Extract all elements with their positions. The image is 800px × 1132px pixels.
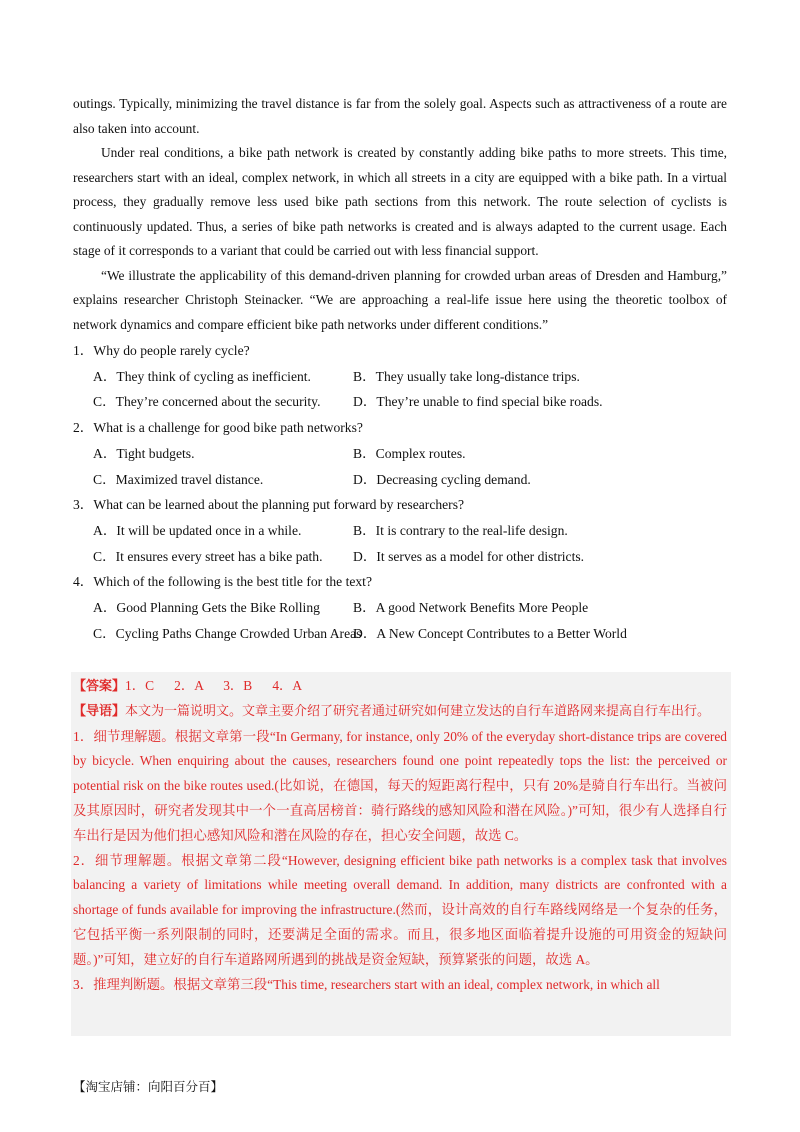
question-1 [73, 338, 727, 415]
question-stem: 4．Which of the following is the best title for the text? [73, 574, 372, 590]
question-list [73, 338, 727, 646]
answer-analysis [73, 674, 727, 997]
question-4 [73, 569, 727, 646]
answer-line [73, 674, 727, 700]
option-c: C．It ensures every street has a bike path. [93, 548, 323, 564]
option-d: D．It serves as a model for other districts. [353, 548, 585, 564]
analysis-item-1: 1．细节理解题。根据文章第一段“In Germany, for instance, only 20% of the everyday short-distance trips are covered by bicycle. When enquiring about the causes, researchers found one point repeatedly tops the list: the perceived or potential risk on the bike routes used.(比如说，在德国，每天的短距离行程中，只有 20%是骑自行车出行。当被问及其原因时，研究者发现其中一个一直高居榜首：骑行路线的感知风险和潜在风险。)”可知，很少有人选择自行车出行是因为他们担心感知风险和潜在风险的存在，担心安全问题，故选 C。 [73, 728, 727, 843]
article-paragraph-2: Under real conditions, a bike path network is created by constantly adding bike paths to more streets. This time, researchers start with an ideal, complex network, in which all streets in a city are equipped with a bike path. In a virtual process, they gradually remove less used bike path sections from this network. The route selection of cyclists is continuously updated. Thus, a series of bike path networks is created and is always adapted to the current usage. Each stage of it corresponds to a variant that could be carried out with less financial support. [73, 145, 727, 258]
option-a: A．They think of cycling as inefficient. [93, 368, 311, 384]
question-2 [73, 415, 727, 492]
question-stem: 2．What is a challenge for good bike path networks? [73, 420, 363, 436]
answer-label: 【答案】 [73, 679, 126, 694]
analysis-item-2: 2．细节理解题。根据文章第二段“However, designing efficient bike path networks is a complex task that involves balancing a variety of limitations while meeting overall demand. In addition, many districts are confronted with a shortage of funds available for improving the infrastructure.(然而，设计高效的自行车路线网络是一个复杂的任务，它包括平衡一系列限制的同时，还要满足全面的需求。而且，很多地区面临着提升设施的可用资金的短缺问题。)”可知，建立好的自行车道路网所遇到的挑战是资金短缺，预算紧张的问题，故选 A。 [73, 852, 727, 967]
option-a: A．Tight budgets. [93, 445, 195, 461]
option-b: B．They usually take long-distance trips. [353, 368, 580, 384]
question-3 [73, 492, 727, 569]
article-text [73, 92, 727, 337]
option-d: D．They’re unable to find special bike roads. [353, 394, 603, 410]
question-stem: 3．What can be learned about the planning put forward by researchers? [73, 497, 465, 513]
article-paragraph-1: outings. Typically, minimizing the travel distance is far from the solely goal. Aspects such as attractiveness of a route are also taken into account. [73, 96, 727, 136]
guide-line [73, 700, 727, 725]
answer-text: 1．C 2．A 3．B 4．A [125, 678, 303, 693]
question-stem: 1．Why do people rarely cycle? [73, 343, 250, 358]
option-c: C．They’re concerned about the security. [93, 394, 321, 410]
footer-shop-label: 【淘宝店铺：向阳百分百】 [73, 1079, 224, 1094]
guide-label: 【导语】 [73, 703, 126, 719]
option-a: A．Good Planning Gets the Bike Rolling [93, 600, 320, 616]
option-b: B．A good Network Benefits More People [353, 600, 589, 616]
analysis-item-3: 3．推理判断题。根据文章第三段“This time, researchers start with an ideal, complex network, in which all [73, 976, 660, 992]
option-c: C．Cycling Paths Change Crowded Urban Areas [93, 625, 362, 641]
option-d: D．A New Concept Contributes to a Better World [353, 625, 627, 641]
option-d: D．Decreasing cycling demand. [353, 471, 531, 487]
option-b: B．It is contrary to the real-life design. [353, 522, 568, 538]
guide-text: 本文为一篇说明文。文章主要介绍了研究者通过研究如何建立发达的自行车道路网来提高自行车出行。 [125, 703, 711, 719]
option-c: C．Maximized travel distance. [93, 471, 264, 487]
option-a: A．It will be updated once in a while. [93, 522, 302, 538]
option-b: B．Complex routes. [353, 445, 466, 461]
article-paragraph-3: “We illustrate the applicability of this demand-driven planning for crowded urban areas of Dresden and Hamburg,” explains researcher Christoph Steinacker. “We are approaching a real-life issue here using the theoretic toolbox of network dynamics and compare efficient bike path networks under different conditions.” [73, 267, 727, 332]
